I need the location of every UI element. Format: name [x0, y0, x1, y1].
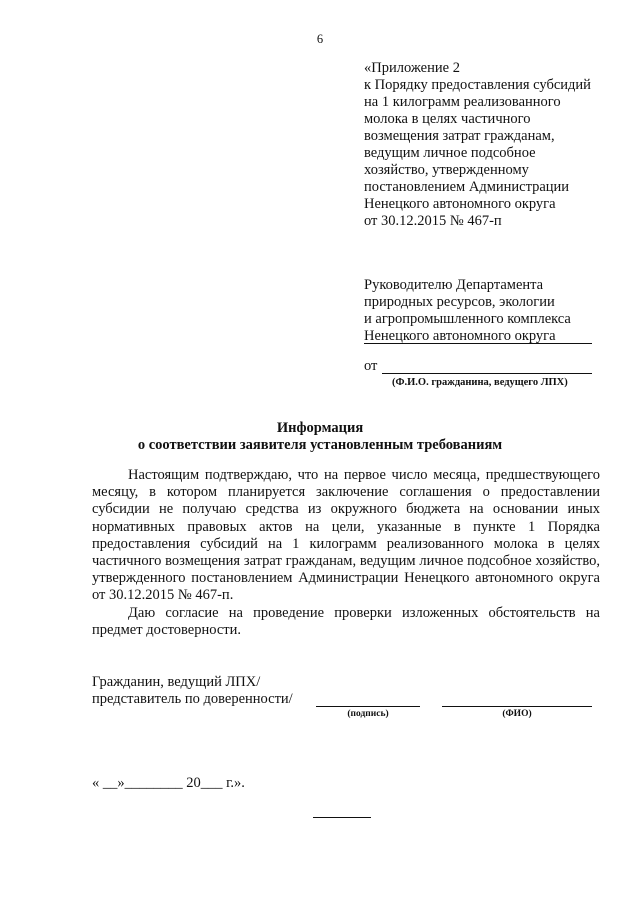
footer-divider: [313, 817, 371, 818]
title-line-2: о соответствии заявителя установленным требованиям: [137, 437, 503, 453]
addressee-line: природных ресурсов, экологии: [364, 294, 555, 310]
signature-block: [92, 674, 312, 708]
fio-caption: (ФИО): [502, 709, 532, 719]
addressee-line: Ненецкого автономного округа: [364, 328, 556, 344]
from-label: от: [364, 358, 378, 374]
appendix-line: молока в целях частичного: [364, 111, 531, 127]
body-text: [92, 467, 600, 639]
appendix-line: постановлением Администрации: [364, 179, 570, 195]
appendix-line: «Приложение 2: [364, 60, 460, 76]
addressee-line: и агропромышленного комплекса: [364, 311, 571, 327]
body-paragraph-2: Даю согласие на проведение проверки изложенных обстоятельств на предмет достоверности.: [92, 604, 600, 638]
title-line-1: Информация: [276, 420, 364, 436]
appendix-line: Ненецкого автономного округа: [364, 196, 556, 212]
applicant-name-blank-line[interactable]: [382, 373, 592, 374]
addressee-line: Руководителю Департамента: [364, 277, 544, 293]
appendix-line: возмещения затрат гражданам,: [364, 128, 555, 144]
appendix-line: к Порядку предоставления субсидий: [364, 77, 591, 93]
applicant-name-caption: (Ф.И.О. гражданина, ведущего ЛПХ): [392, 377, 568, 388]
addressee-blank-line[interactable]: [364, 343, 592, 344]
appendix-line: на 1 килограмм реализованного: [364, 94, 561, 110]
appendix-heading: [364, 60, 634, 230]
signatory-line-1: Гражданин, ведущий ЛПХ/: [92, 674, 261, 690]
page-number: 6: [316, 32, 324, 46]
body-paragraph-1: Настоящим подтверждаю, что на первое число месяца, предшествующего месяцу, в котором планируется заключение соглашения о предоставлении субсидии не получаю средства из окружного бюджета на основании иных нормативных правовых актов на цели, указанные в пункте 1 Порядка предоставления субсидий на 1 килограмм реализованного молока в целях частичного возмещения затрат гражданам, ведущим личное подсобное хозяйство, утвержденного постановлением Администрации Ненецкого автономного округа от 30.12.2015 № 467-п.: [92, 467, 600, 604]
appendix-line: ведущим личное подсобное: [364, 145, 536, 161]
signature-caption: (подпись): [347, 709, 389, 719]
document-title: [0, 420, 640, 454]
appendix-line: от 30.12.2015 № 467-п: [364, 213, 502, 229]
fio-blank-line[interactable]: [442, 706, 592, 707]
signature-blank-line[interactable]: [316, 706, 420, 707]
date-line: « __»________ 20___ г.».: [92, 775, 245, 791]
addressee-block: [364, 277, 634, 345]
appendix-line: хозяйство, утвержденному: [364, 162, 529, 178]
signatory-line-2: представитель по доверенности/: [92, 691, 293, 707]
